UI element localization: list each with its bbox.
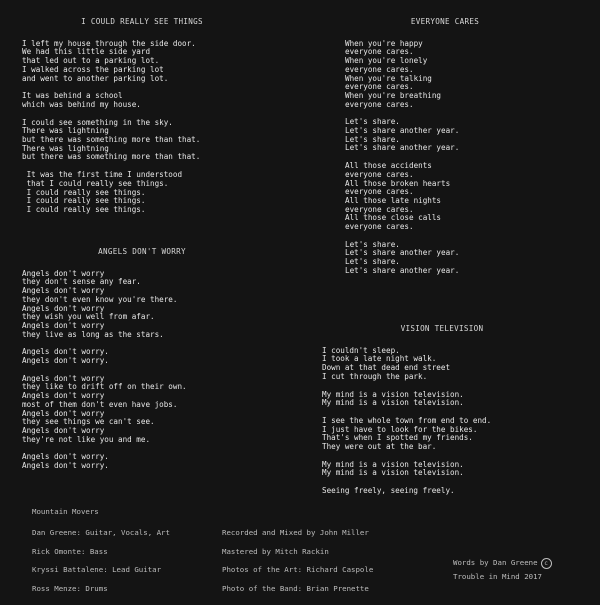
stanza [322, 461, 562, 478]
lyric-line: I see the whole town from end to end. [322, 415, 492, 425]
lyric-line: Let's share. [345, 239, 400, 249]
stanza [22, 270, 262, 340]
stanza [22, 375, 262, 445]
lyric-line: everyone cares. [345, 169, 414, 179]
copyright-icon: c [541, 558, 552, 569]
stanza [22, 119, 262, 163]
lyric-line: I couldn't sleep. [322, 345, 400, 355]
lyric-line: I just have to look for the bikes. [322, 424, 478, 434]
lyric-line: All those close calls [345, 213, 442, 223]
words-by: Words by Dan Greene [453, 558, 538, 567]
band-name: Mountain Movers [32, 507, 99, 516]
lyric-line: I could really see things. [22, 187, 146, 197]
lyric-line: they wish you well from afar. [22, 312, 155, 322]
lyric-line: everyone cares. [345, 99, 414, 109]
lyric-line: they like to drift off on their own. [22, 382, 187, 392]
lyric-line: I left my house through the side door. [22, 38, 196, 48]
credit-member: Kryssi Battalene: Lead Guitar [32, 565, 162, 575]
lyric-line: they don't sense any fear. [22, 277, 141, 287]
stanza [345, 40, 545, 110]
lyric-line: I walked across the parking lot [22, 64, 164, 74]
credit-member: Ross Menze: Drums [32, 583, 108, 593]
lyric-line: Let's share. [345, 134, 400, 144]
lyric-line: All those accidents [345, 161, 432, 171]
lyric-line: everyone cares. [345, 222, 414, 232]
lyric-line: but there was something more than that. [22, 135, 201, 145]
lyric-line: When you're talking [345, 73, 432, 83]
lyric-line: that I could really see things. [22, 178, 169, 188]
lyric-line: everyone cares. [345, 47, 414, 57]
credit-production: Recorded and Mixed by John Miller [222, 528, 369, 537]
lyric-line: I could really see things. [22, 204, 146, 214]
lyric-line: Seeing freely, seeing freely. [322, 486, 455, 496]
stanza [322, 347, 562, 382]
lyric-line: Let's share another year. [345, 126, 460, 136]
lyric-line: All those broken hearts [345, 178, 451, 188]
credit-production: Mastered by Mitch Rackin [222, 546, 329, 556]
lyric-line: Angels don't worry [22, 268, 105, 278]
lyric-line: Angels don't worry [22, 391, 105, 401]
lyric-line: Angels don't worry. [22, 452, 109, 462]
lyric-line: When you're happy [345, 38, 423, 48]
lyric-line: My mind is a vision television. [322, 398, 464, 408]
lyric-line: Angels don't worry [22, 408, 105, 418]
lyric-line: they live as long as the stars. [22, 329, 164, 339]
lyric-line: Angels don't worry. [22, 461, 109, 471]
stanza [22, 40, 262, 84]
stanza [322, 391, 562, 408]
poem-i-could-really-see-things [22, 18, 262, 224]
lyric-line: It was the first time I understood [22, 170, 183, 180]
credit-member: Dan Greene: Guitar, Vocals, Art [32, 528, 170, 537]
lyric-line: everyone cares. [345, 82, 414, 92]
stanza [345, 118, 545, 153]
lyric-line: They were out at the bar. [322, 442, 437, 452]
stanza [345, 241, 545, 276]
band-members [32, 524, 170, 598]
lyric-line: and went to another parking lot. [22, 73, 169, 83]
lyric-line: Angels don't worry [22, 303, 105, 313]
lyric-line: That's when I spotted my friends. [322, 433, 473, 443]
poem-vision-television [322, 325, 562, 505]
lyric-line: everyone cares. [345, 187, 414, 197]
label-year: Trouble in Mind 2017 [453, 572, 542, 581]
lyric-line: It was behind a school [22, 91, 123, 101]
poem-title: EVERYONE CARES [410, 17, 480, 26]
lyric-line: most of them don't even have jobs. [22, 399, 178, 409]
stanza [322, 487, 562, 496]
lyric-line: All those late nights [345, 195, 442, 205]
lyric-line: Let's share another year. [345, 265, 460, 275]
lyric-line: My mind is a vision television. [322, 468, 464, 478]
poem-everyone-cares [345, 18, 545, 285]
lyric-line: Let's share. [345, 257, 400, 267]
lyric-line: Angels don't worry [22, 373, 105, 383]
lyric-line: which was behind my house. [22, 99, 141, 109]
stanza [22, 348, 262, 365]
lyric-line: but there was something more than that. [22, 152, 201, 162]
lyric-line: I cut through the park. [322, 371, 428, 381]
lyric-line: Let's share. [345, 117, 400, 127]
lyric-line: Angels don't worry. [22, 347, 109, 357]
lyric-line: I took a late night walk. [322, 354, 437, 364]
lyric-line: My mind is a vision television. [322, 459, 464, 469]
lyric-line: that led out to a parking lot. [22, 56, 160, 66]
poem-title: I COULD REALLY SEE THINGS [81, 17, 203, 26]
lyric-line: Angels don't worry [22, 286, 105, 296]
lyric-line: Down at that dead end street [322, 363, 451, 373]
production-credits [222, 524, 373, 598]
credit-production: Photos of the Art: Richard Caspole [222, 565, 374, 575]
lyric-line: Let's share another year. [345, 248, 460, 258]
lyric-line: When you're lonely [345, 56, 428, 66]
stanza [22, 453, 262, 470]
lyric-line: I could really see things. [22, 196, 146, 206]
lyric-line: they see things we can't see. [22, 417, 155, 427]
poem-title: ANGELS DON'T WORRY [98, 247, 186, 256]
credit-production: Photo of the Band: Brian Prenette [222, 583, 369, 593]
lyric-line: I could see something in the sky. [22, 117, 173, 127]
lyric-line: There was lightning [22, 126, 109, 136]
copyright-block [453, 556, 552, 584]
lyric-line: everyone cares. [345, 64, 414, 74]
lyric-line: Angels don't worry [22, 320, 105, 330]
stanza [22, 171, 262, 215]
credit-member: Rick Omonte: Bass [32, 546, 108, 556]
stanza [22, 92, 262, 109]
lyric-line: There was lightning [22, 143, 109, 153]
stanza [345, 162, 545, 232]
stanza [322, 417, 562, 452]
lyric-line: they're not like you and me. [22, 434, 151, 444]
lyric-line: everyone cares. [345, 204, 414, 214]
lyric-line: My mind is a vision television. [322, 389, 464, 399]
lyric-line: Let's share another year. [345, 143, 460, 153]
lyric-line: Angels don't worry. [22, 356, 109, 366]
lyric-line: Angels don't worry [22, 425, 105, 435]
poem-title: VISION TELEVISION [400, 324, 484, 333]
lyric-line: We had this little side yard [22, 47, 151, 57]
lyric-line: When you're breathing [345, 90, 442, 100]
lyric-line: they don't even know you're there. [22, 294, 178, 304]
poem-angels-dont-worry [22, 248, 262, 480]
